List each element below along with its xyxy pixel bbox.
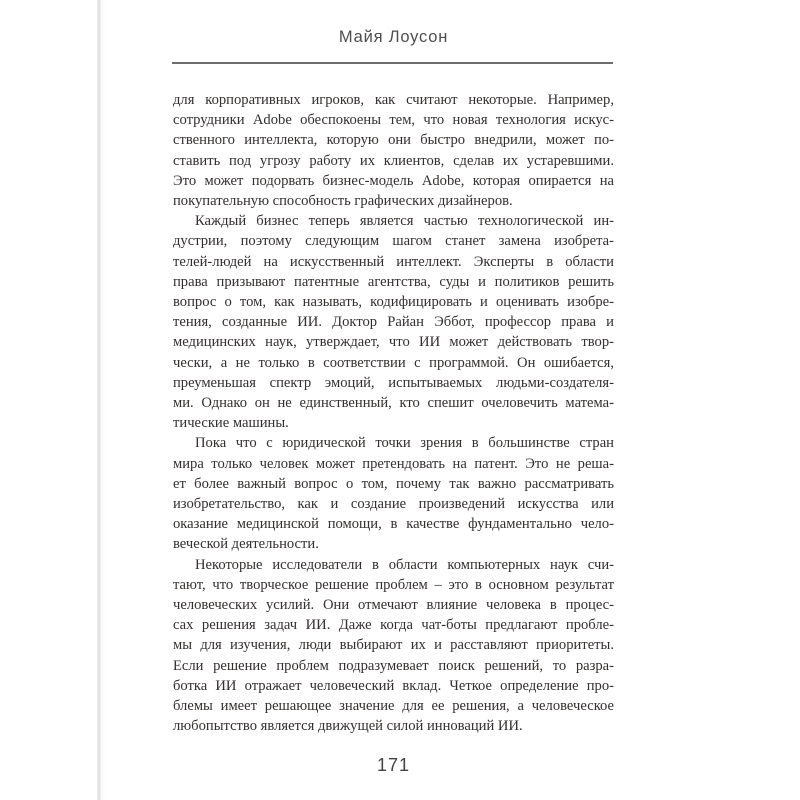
text-line: покупательную способность графических дизайнеров. — [173, 193, 513, 210]
text-line: телей-людей на искусственный интеллект. Эксперты в области — [173, 253, 614, 270]
text-line: любопытство является движущей силой инноваций ИИ. — [173, 718, 523, 735]
text-line: Это может подорвать бизнес-модель Adobe, которая опирается на — [173, 172, 614, 189]
running-header — [173, 28, 614, 47]
text-line: ботка ИИ отражает человеческий вклад. Четкое определение про- — [173, 677, 614, 694]
text-line: тические машины. — [173, 415, 289, 432]
text-line: человеческих усилий. Они отмечают влияние человека в процес- — [173, 597, 614, 614]
page-number: 171 — [376, 755, 411, 775]
text-line: ми. Однако он не единственный, кто спешит очеловечить матема- — [173, 395, 614, 412]
text-line: тают, что творческое решение проблем – это в основном результат — [173, 576, 614, 593]
text-line: ставить под угрозу работу их клиентов, сделав их устаревшими. — [173, 152, 614, 169]
text-line: вопрос о том, как называть, кодифицировать и оценивать изобре- — [173, 294, 614, 311]
text-line: сотрудники Adobe обеспокоены тем, что новая технология искус- — [173, 112, 614, 129]
text-line: сах решения задач ИИ. Даже когда чат-боты предлагают пробле- — [173, 617, 614, 634]
text-line: изобретательство, как и создание произведений искусства или — [173, 496, 614, 513]
text-line: преуменьшая спектр эмоций, испытываемых людьми-создателя- — [173, 374, 614, 391]
text-line: дустрии, поэтому следующим шагом станет замена изобрета- — [173, 233, 614, 250]
text-line: тения, созданные ИИ. Доктор Райан Эббот, профессор права и — [173, 314, 614, 331]
text-line: ет более важный вопрос о том, почему так важно рассматривать — [173, 475, 614, 492]
text-line: оказание медицинской помощи, в качестве фундаментально чело- — [173, 516, 614, 533]
text-line: мира только человек может претендовать на патент. Это не реша- — [173, 455, 614, 472]
text-line: Пока что с юридической точки зрения в большинстве стран — [195, 435, 614, 452]
text-line: для корпоративных игроков, как считают некоторые. Например, — [173, 92, 614, 108]
text-line: права призывают патентные агентства, суды и политиков решить — [173, 273, 614, 290]
page-body — [173, 90, 614, 737]
text-line: ственного интеллекта, которую они быстро внедрили, может по- — [173, 132, 614, 149]
page-edge-highlight — [101, 0, 106, 800]
text-line: Некоторые исследователи в области компьютерных наук счи- — [195, 556, 614, 573]
text-line: Каждый бизнес теперь является частью технологической ин- — [195, 213, 614, 230]
text-line: Если решение проблем подразумевает поиск решений, то разра- — [173, 657, 614, 674]
text-line: медицинских наук, утверждает, что ИИ может действовать твор- — [173, 334, 614, 351]
text-line: веческой деятельности. — [173, 536, 319, 553]
text-line: чески, а не только в соответствии с программой. Он ошибается, — [173, 354, 614, 371]
text-line: блемы имеет решающее значение для ее решения, а человеческое — [173, 698, 614, 715]
text-line: мы для изучения, люди выбирают их и расставляют приоритеты. — [173, 637, 614, 654]
author-name: Майя Лоусон — [338, 28, 449, 46]
header-rule-line — [172, 62, 613, 64]
